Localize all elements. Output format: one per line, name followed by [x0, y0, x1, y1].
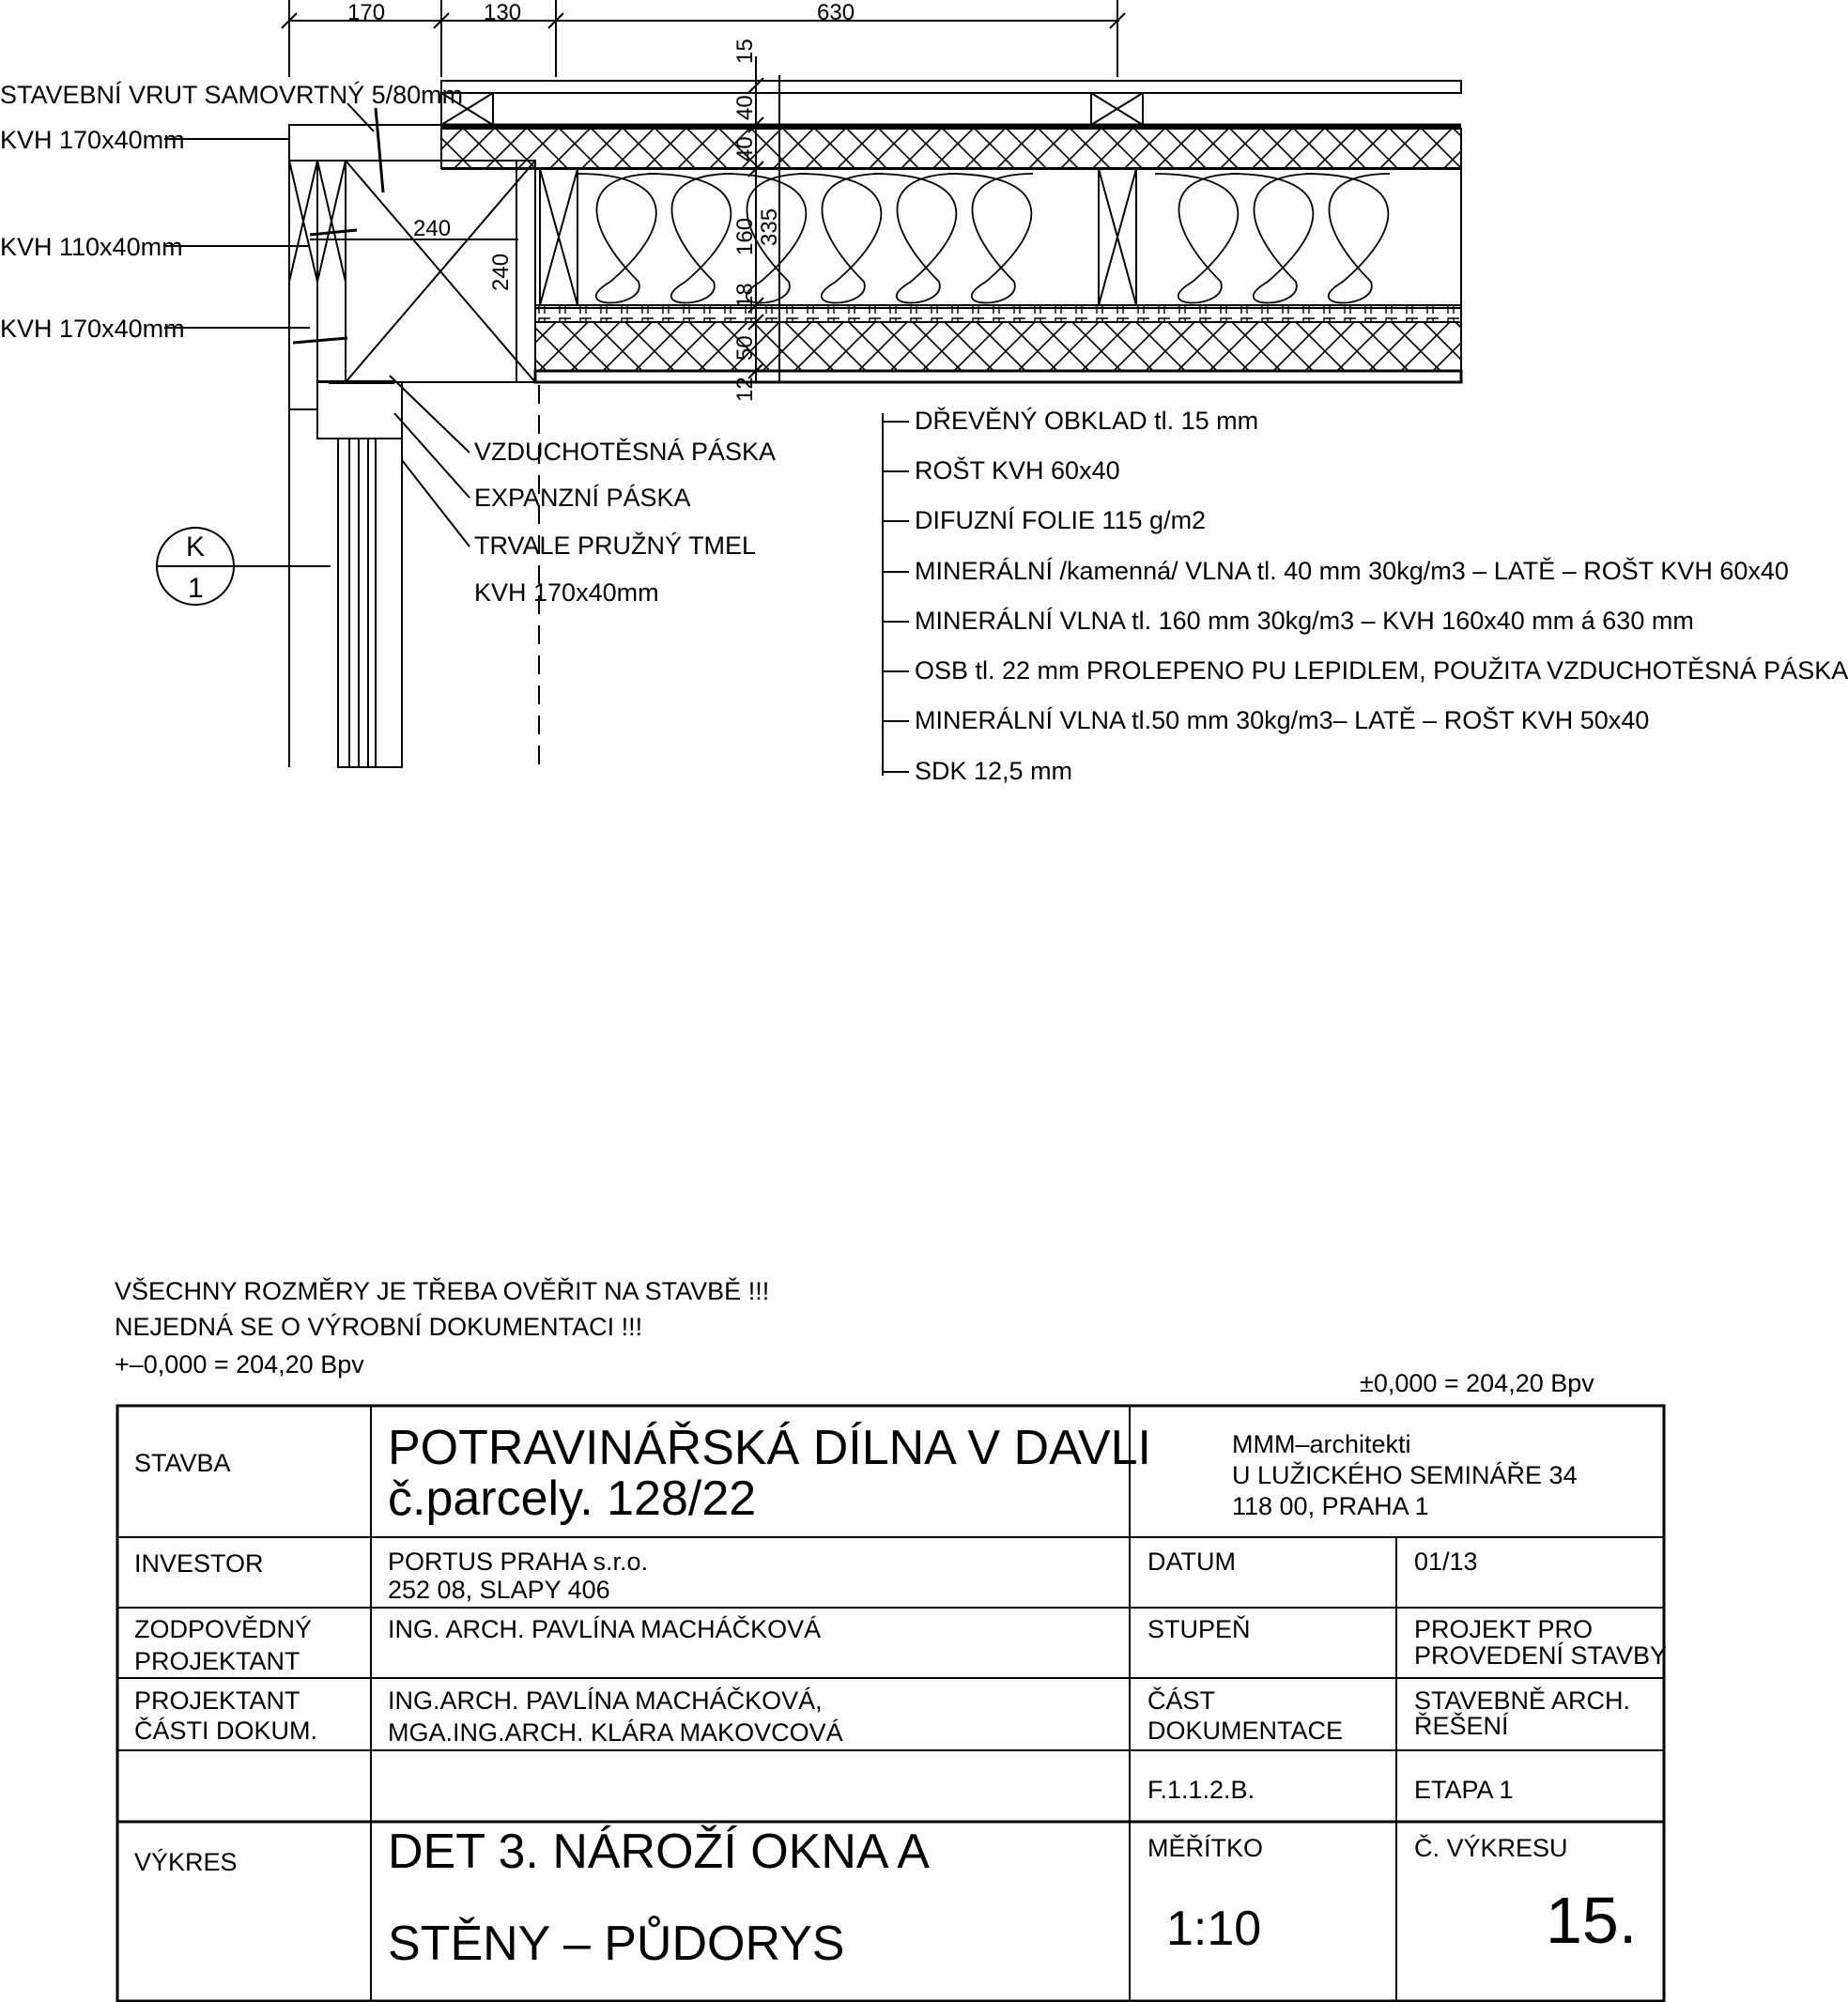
tb-cast-label-1: ČÁST [1147, 1686, 1216, 1715]
dim-18: 18 [732, 283, 758, 308]
tb-proj-label-1: PROJEKTANT [134, 1686, 300, 1715]
tb-stupen-value-2: PROVEDENÍ STAVBY [1414, 1641, 1668, 1670]
wool-160-layer [535, 169, 1461, 305]
corner-post-outer [289, 125, 441, 161]
tb-investor-label: INVESTOR [134, 1549, 264, 1578]
layer-label-batten: ROŠT KVH 60x40 [915, 456, 1120, 485]
dim-160: 160 [732, 217, 758, 255]
dim-40b: 40 [732, 136, 758, 162]
layer-label-foil: DIFUZNÍ FOLIE 115 g/m2 [915, 506, 1207, 534]
window-frame [317, 382, 402, 439]
tb-cislo-label: Č. VÝKRESU [1414, 1834, 1568, 1862]
tb-zodp-label-2: PROJEKTANT [134, 1647, 300, 1675]
tb-proj-label-2: ČÁSTI DOKUM. [134, 1717, 318, 1745]
tb-cast-value-2: ŘEŠENÍ [1414, 1712, 1509, 1740]
tb-datum-value: 01/13 [1414, 1548, 1478, 1576]
tb-office-name: MMM–architekti [1232, 1430, 1411, 1458]
tb-vykres-line-1: DET 3. NÁROŽÍ OKNA A [388, 1825, 930, 1879]
note-not-production: NEJEDNÁ SE O VÝROBNÍ DOKUMENTACI !!! [115, 1313, 643, 1341]
wool-40-layer [441, 129, 1461, 168]
sdk-layer [535, 371, 1461, 382]
tb-stavba-label: STAVBA [134, 1449, 231, 1477]
tb-stupen-label: STUPEŇ [1147, 1615, 1251, 1643]
dim-130: 130 [484, 0, 522, 25]
label-kvh-window: KVH 170x40mm [474, 578, 659, 607]
note-level: +–0,000 = 204,20 Bpv [115, 1350, 364, 1378]
tb-investor-address: 252 08, SLAPY 406 [388, 1576, 610, 1604]
label-airtight-tape: VZDUCHOTĚSNÁ PÁSKA [474, 438, 777, 466]
tb-vykres-label: VÝKRES [134, 1848, 238, 1876]
tb-parcel: č.parcely. 128/22 [388, 1471, 757, 1526]
section-marker-bottom: 1 [188, 573, 204, 604]
dim-15: 15 [732, 38, 758, 64]
tb-cast-value-1: STAVEBNĚ ARCH. [1414, 1686, 1631, 1715]
wool-50-layer [535, 322, 1461, 371]
dim-50: 50 [732, 335, 758, 361]
dim-170: 170 [347, 0, 386, 25]
layer-label-wool-160: MINERÁLNÍ VLNA tl. 160 mm 30kg/m3 – KVH 160x40 mm á 630 mm [915, 607, 1694, 635]
dim-335: 335 [757, 208, 782, 246]
tb-etapa: ETAPA 1 [1414, 1776, 1514, 1804]
tb-vykres-line-2: STĚNY – PŮDORYS [388, 1917, 845, 1971]
label-screw: STAVEBNÍ VRUT SAMOVRTNÝ 5/80mm [0, 81, 464, 109]
tb-proj-value-1: ING.ARCH. PAVLÍNA MACHÁČKOVÁ, [388, 1686, 823, 1715]
layer-label-wool-50: MINERÁLNÍ VLNA tl.50 mm 30kg/m3– LATĚ – ROŠT KVH 50x40 [915, 706, 1650, 734]
note-verify: VŠECHNY ROZMĚRY JE TŘEBA OVĚŘIT NA STAVBĚ !!! [115, 1277, 770, 1305]
tb-meritko-label: MĚŘÍTKO [1147, 1834, 1264, 1862]
label-kvh-170-bottom: KVH 170x40mm [0, 315, 185, 343]
layer-label-cladding: DŘEVĚNÝ OBKLAD tl. 15 mm [915, 407, 1259, 435]
tb-office-street: U LUŽICKÉHO SEMINÁŘE 34 [1232, 1461, 1578, 1489]
dim-240-vertical: 240 [488, 253, 514, 291]
tb-investor-name: PORTUS PRAHA s.r.o. [388, 1548, 649, 1576]
tb-cast-label-2: DOKUMENTACE [1147, 1717, 1344, 1745]
tb-stupen-value-1: PROJEKT PRO [1414, 1615, 1594, 1643]
tb-zodp-label-1: ZODPOVĚDNÝ [134, 1615, 313, 1643]
layer-label-wool-40: MINERÁLNÍ /kamenná/ VLNA tl. 40 mm 30kg/m3 – LATĚ – ROŠT KVH 60x40 [915, 557, 1789, 585]
label-kvh-110: KVH 110x40mm [0, 233, 183, 261]
tb-project-title: POTRAVINÁŘSKÁ DÍLNA V DAVLI [388, 1421, 1151, 1475]
label-sealant: TRVALE PRUŽNÝ TMEL [474, 531, 757, 560]
layer-label-osb: OSB tl. 22 mm PROLEPENO PU LEPIDLEM, POUŽITA VZDUCHOTĚSNÁ PÁSKA [915, 656, 1848, 685]
cladding-board [441, 81, 1461, 93]
dim-630: 630 [817, 0, 855, 25]
level-note: ±0,000 = 204,20 Bpv [1360, 1369, 1594, 1397]
tb-cislo-value: 15. [1546, 1884, 1638, 1957]
tb-datum-label: DATUM [1147, 1548, 1236, 1576]
dim-240-horizontal: 240 [413, 216, 452, 241]
tb-office-city: 118 00, PRAHA 1 [1232, 1492, 1429, 1520]
label-expansion-tape: EXPANZNÍ PÁSKA [474, 484, 691, 512]
section-marker-top: K [186, 531, 206, 562]
tb-zodp-value: ING. ARCH. PAVLÍNA MACHÁČKOVÁ [388, 1615, 822, 1643]
dim-12: 12 [732, 377, 758, 402]
tb-proj-value-2: MGA.ING.ARCH. KLÁRA MAKOVCOVÁ [388, 1718, 843, 1747]
tb-meritko-value: 1:10 [1166, 1902, 1262, 1956]
dim-40a: 40 [732, 95, 758, 120]
tb-code: F.1.1.2.B. [1147, 1776, 1255, 1804]
layer-label-sdk: SDK 12,5 mm [915, 757, 1073, 785]
label-kvh-170-top: KVH 170x40mm [0, 126, 185, 154]
